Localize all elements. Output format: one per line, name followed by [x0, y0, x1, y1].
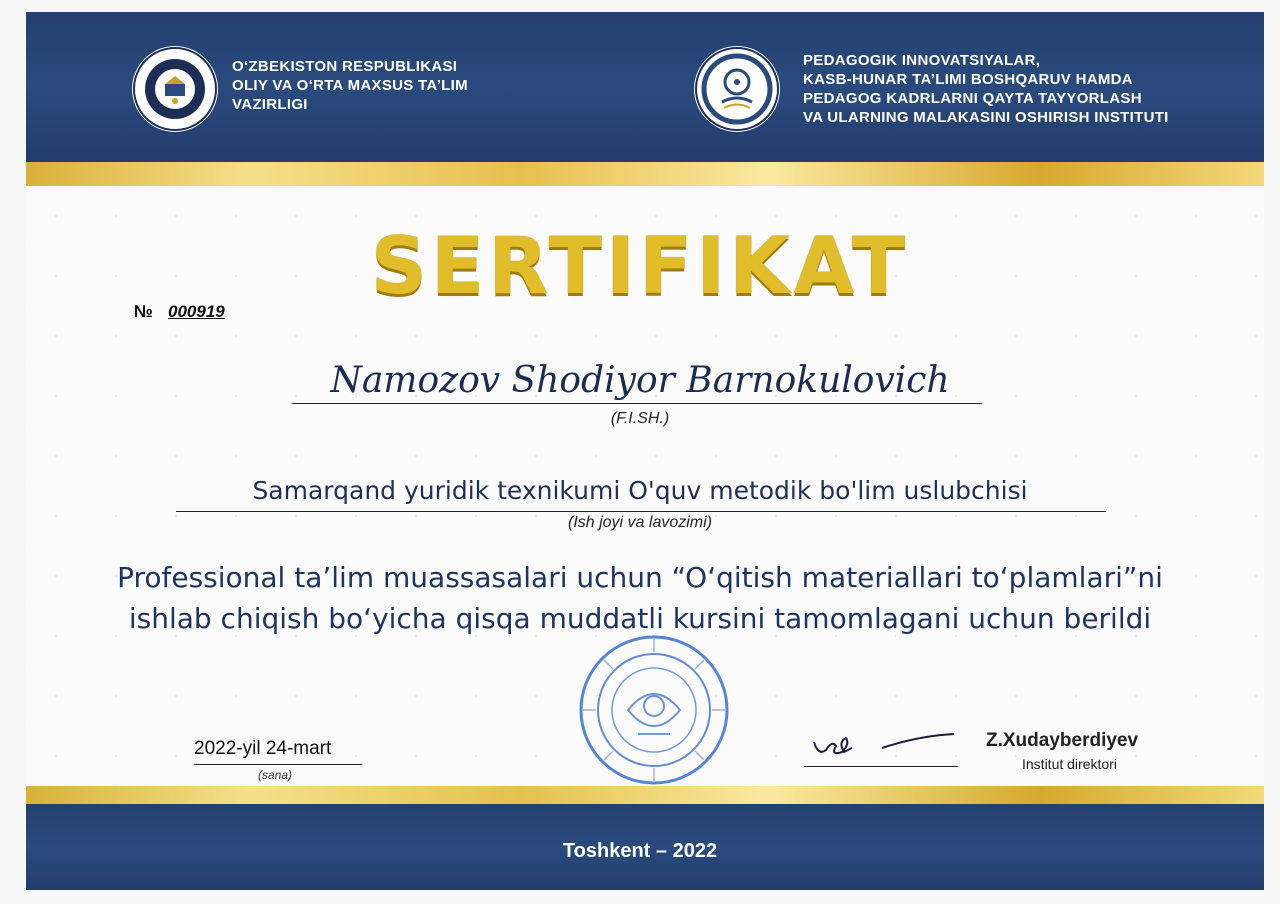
- signature-icon: [808, 722, 968, 768]
- date-caption: (sana): [258, 768, 293, 782]
- institute-name: PEDAGOGIK INNOVATSIYALAR, KASB-HUNAR TA’LIMI BOSHQARUV HAMDA PEDAGOG KADRLARNI QAYTA TAYYORLASH VA ULARNING MALAKASINI OSHIRISH INSTITUTI: [803, 52, 1169, 126]
- official-stamp-icon: [578, 634, 730, 786]
- director-title: Institut direktori: [1022, 756, 1117, 772]
- certificate-title: SERTIFIKAT: [370, 222, 910, 312]
- workplace-caption: (Ish joyi va lavozimi): [567, 514, 713, 531]
- course-description: Professional ta’lim muassasalari uchun “O‘qitish materiallari to‘plamlari”ni ishlab chiqish bo‘yicha qisqa muddatli kursini tamomlagani uchun berildi: [117, 561, 1163, 635]
- date-underline: [194, 764, 362, 765]
- workplace: Samarqand yuridik texnikumi O'quv metodik bo'lim uslubchisi: [252, 476, 1028, 505]
- gold-stripe-bottom: [26, 786, 1264, 804]
- institute-emblem-icon: [694, 46, 780, 132]
- ministry-name: O‘ZBEKISTON RESPUBLIKASI OLIY VA O‘RTA MAXSUS TA’LIM VAZIRLIGI: [232, 58, 468, 113]
- issue-date: 2022-yil 24-mart: [194, 738, 332, 759]
- place-year: Toshkent – 2022: [562, 840, 718, 862]
- number-label: №: [134, 302, 153, 321]
- signature-underline: [804, 766, 958, 767]
- name-underline: [292, 403, 982, 404]
- name-caption: (F.I.SH.): [610, 410, 670, 427]
- ministry-emblem-icon: [132, 46, 218, 132]
- gold-stripe-top: [26, 162, 1264, 186]
- director-name: Z.Xudayberdiyev: [986, 730, 1139, 751]
- workplace-underline: [176, 511, 1106, 512]
- certificate-number: 000919: [168, 302, 225, 321]
- recipient-name: Namozov Shodiyor Barnokulovich: [330, 360, 950, 401]
